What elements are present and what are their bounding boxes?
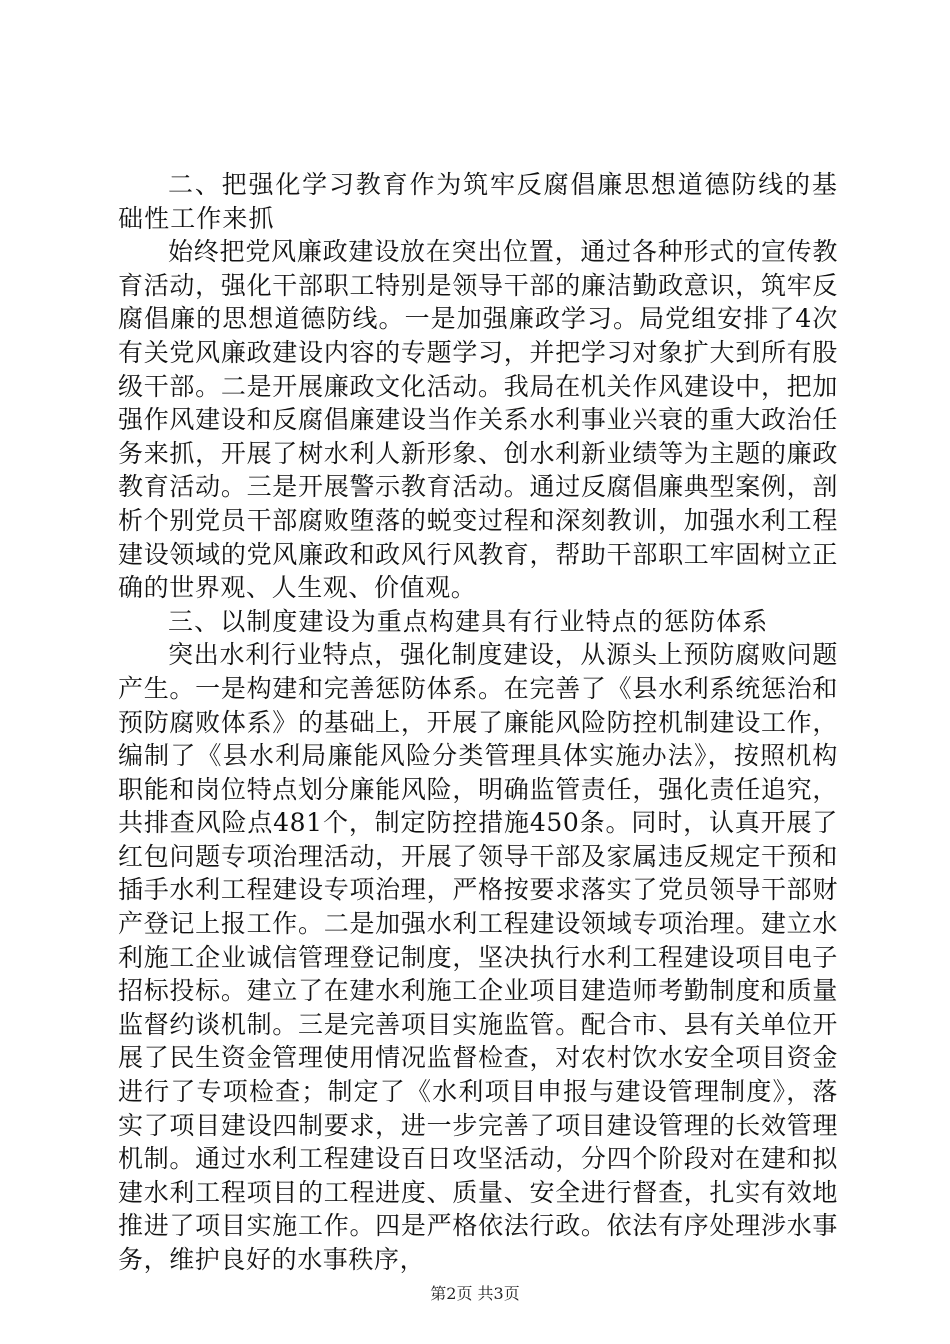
section-heading-3: 三、以制度建设为重点构建具有行业特点的惩防体系 <box>168 606 769 636</box>
body-paragraph-2: 突出水利行业特点，强化制度建设，从源头上预防腐败问题产生。一是构建和完善惩防体系。在完善了《县水利系统惩治和预防腐败体系》的基础上，开展了廉能风险防控机制建设工作，编制了《县水利局廉能风险分类管理具体实施办法》，按照机构职能和岗位特点划分廉能风险，明确监管责任，强化责任追究，共排查风险点481个，制定防控措施450条。同时，认真开展了红包问题专项治理活动，开展了领导干部及家属违反规定干预和插手水利工程建设专项治理，严格按要求落实了党员领导干部财产登记上报工作。二是加强水利工程建设领域专项治理。建立水利施工企业诚信管理登记制度，坚决执行水利工程建设项目电子招标投标。建立了在建水利施工企业项目建造师考勤制度和质量监督约谈机制。三是完善项目实施监管。配合市、县有关单位开展了民生资金管理使用情况监督检查，对农村饮水安全项目资金进行了专项检查；制定了《水利项目申报与建设管理制度》，落实了项目建设四制要求，进一步完善了项目建设管理的长效管理机制。通过水利工程建设百日攻坚活动，分四个阶段对在建和拟建水利工程项目的工程进度、质量、安全进行督查，扎实有效地推进了项目实施工作。四是严格依法行政。依法有序处理涉水事务，维护良好的水事秩序， <box>118 640 838 1274</box>
page-number-footer: 第2页 共3页 <box>430 1284 520 1303</box>
body-paragraph-1: 始终把党风廉政建设放在突出位置，通过各种形式的宣传教育活动，强化干部职工特别是领导干部的廉洁勤政意识，筑牢反腐倡廉的思想道德防线。一是加强廉政学习。局党组安排了4次有关党风廉政建设内容的专题学习，并把学习对象扩大到所有股级干部。二是开展廉政文化活动。我局在机关作风建设中，把加强作风建设和反腐倡廉建设当作关系水利事业兴衰的重大政治任务来抓，开展了树水利人新形象、创水利新业绩等为主题的廉政教育活动。三是开展警示教育活动。通过反腐倡廉典型案例，剖析个别党员干部腐败堕落的蜕变过程和深刻教训，加强水利工程建设领域的党风廉政和政风行风教育，帮助干部职工牢固树立正确的世界观、人生观、价值观。 <box>118 237 838 603</box>
document-body <box>118 168 838 1277</box>
section-heading-2: 二、把强化学习教育作为筑牢反腐倡廉思想道德防线的基础性工作来抓 <box>118 170 838 233</box>
